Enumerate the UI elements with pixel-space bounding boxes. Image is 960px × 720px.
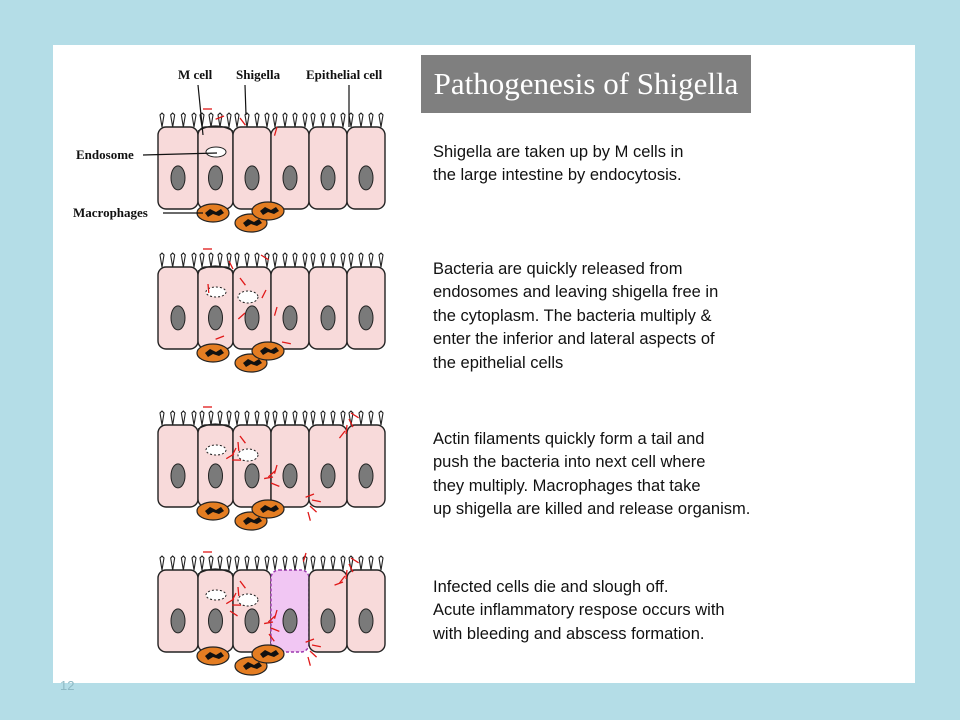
page-number: 12 <box>60 678 75 693</box>
nucleus <box>209 166 223 190</box>
step-2-text: Bacteria are quickly released from endosomes and leaving shigella free in the cytoplasm. The bacteria multiply & enter the inferior and lateral aspects of the epithelial cells <box>433 260 719 372</box>
bacterium <box>238 587 239 596</box>
released-endosome <box>238 291 258 303</box>
nucleus <box>245 166 259 190</box>
released-endosome <box>238 594 258 606</box>
nucleus <box>283 464 297 488</box>
nucleus <box>245 306 259 330</box>
endosome <box>206 590 226 600</box>
step-4-text: Infected cells die and slough off. Acute inflammatory respose occurs with with bleeding and abscess formation. <box>433 578 725 643</box>
nucleus <box>209 306 223 330</box>
panel-3-illustration <box>158 407 385 530</box>
nucleus <box>171 464 185 488</box>
panel-2-illustration <box>158 249 385 372</box>
nucleus <box>171 306 185 330</box>
nucleus <box>283 306 297 330</box>
step-1-text: Shigella are taken up by M cells in the large intestine by endocytosis. <box>433 143 684 185</box>
nucleus <box>283 609 297 633</box>
nucleus <box>209 609 223 633</box>
nucleus <box>321 166 335 190</box>
nucleus <box>245 464 259 488</box>
bacterium <box>308 657 310 666</box>
bacterium <box>216 116 224 119</box>
bacterium <box>240 118 245 125</box>
nucleus <box>359 306 373 330</box>
nucleus <box>359 166 373 190</box>
label-macrophages: Macrophages <box>73 205 148 220</box>
nucleus <box>245 609 259 633</box>
endosome <box>206 147 226 157</box>
label-epithelial-cell: Epithelial cell <box>306 67 383 82</box>
title-banner <box>421 55 751 113</box>
nucleus <box>359 609 373 633</box>
released-endosome <box>238 449 258 461</box>
nucleus <box>171 609 185 633</box>
bacterium <box>308 512 310 521</box>
nucleus <box>321 464 335 488</box>
pathogenesis-illustration <box>53 45 423 683</box>
label-shigella: Shigella <box>236 67 281 82</box>
nucleus <box>209 464 223 488</box>
nucleus <box>359 464 373 488</box>
step-3-text: Actin filaments quickly form a tail and push the bacteria into next cell where they multiply. Macrophages that take up shigella are killed and release organism. <box>433 430 751 519</box>
nucleus <box>171 166 185 190</box>
panel-4-illustration <box>158 552 385 675</box>
nucleus <box>283 166 297 190</box>
bacterium <box>238 442 239 451</box>
page-title: Pathogenesis of Shigella <box>433 66 739 101</box>
label-m-cell: M cell <box>178 67 213 82</box>
nucleus <box>321 306 335 330</box>
nucleus <box>321 609 335 633</box>
label-endosome: Endosome <box>76 147 134 162</box>
slide-canvas <box>53 45 915 683</box>
bacterium <box>208 284 209 293</box>
endosome <box>206 445 226 455</box>
